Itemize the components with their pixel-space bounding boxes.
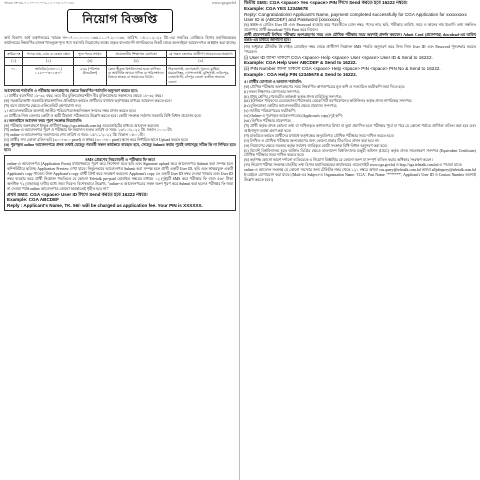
first-sms-reply: Reply : Applicant's Name, TK. 56/- will be charged as application fee. Your PIN is XXXXXX. xyxy=(7,203,203,209)
table-index-row xyxy=(5,58,236,65)
contact-paragraph: online-এ আবেদন সংক্রান্ত যে কোনো সমস্যার জন্য টেলিটক নম্বর থেকে ১২১ নম্বরে অথবা vas.query@teletalk.com.bd অথবা alljobquery@teletalk.com.bd ই-মেইলে যোগাযোগ করা যাবে। (Mail-এর Subject-এ Organization Name: 'CGA', Post Name: '*******', Applicant's User ID ও Contact Number অবশ্যই উল্লেখ করতে হবে।) xyxy=(244,168,476,182)
online-rule-d: (ঘ) প্রার্থীর সদ্য তোলা রঙিন ছবি (৩০০×৩০০ pixel) ও স্বাক্ষর (৩০০×৮০ pixel) স্ক্যান করে নির্ধারিত স্থানে Upload করতে হবে। xyxy=(4,138,189,143)
memo-number: স্মারক নং-৩৬.০১.০০০০.০০৬.১১.০৭৮.২০-১৩৫ xyxy=(4,1,75,5)
table-cell: ৫৩৯ (পাঁচশত ঊনচল্লিশ) xyxy=(74,65,106,86)
condition-item: (ii) প্রথম শ্রেণির গেজেটেড কর্মকর্তা কর্তৃক প্রদত্ত চারিত্রিক সনদপত্র; xyxy=(244,94,342,99)
left-column xyxy=(4,0,236,480)
online-rules-heading: ৪। অনলাইনে আবেদন ফরম পূরণ সংক্রান্ত নিয়মাবলি: xyxy=(4,118,83,123)
table-cell: (৫) xyxy=(166,58,235,65)
page-title: নিয়োগ বিজ্ঞপ্তি xyxy=(67,9,172,33)
condition-item: (ছ) কর্তৃপক্ষ কোনো কারণ দর্শানো ব্যতিরেকে এ নিয়োগ বিজ্ঞপ্তির যে কোনো অংশ বা সম্পূর্ণ বাতিল করার অধিকার সংরক্ষণ করেন। xyxy=(244,158,433,163)
table-header-row xyxy=(5,50,236,57)
quota-paragraph: ৩। প্রার্থীকে নিজ জেলার কোটা ও স্থায়ী ঠিকানা সঠিকভাবে উল্লেখ করতে হবে। কোটা সংক্রান্ত সর্বশেষ সরকারি বিধি-বিধান প্রযোজ্য হবে। xyxy=(4,113,202,118)
table-cell: অডিটর (গ্রেড-১১) ১২৫০০-৩০২৩০/- xyxy=(23,65,74,86)
table-cell: ০১. xyxy=(5,65,23,86)
lost-id-intro: (জ) শুধুমাত্র টেলিটক প্রি-পেইড মোবাইল নম্বর থেকে প্রার্থীগণ নিম্নোক্ত SMS পদ্ধতি অনুসরণ করে নিজ নিজ User ID এবং Password পুনরুদ্ধার করতে পারবেন। xyxy=(244,44,476,54)
conditions-intro: আবেদনের শর্তাবলি ও পরীক্ষায় অংশগ্রহণের ক্ষেত্রে নিম্নবর্ণিত শর্তাবলি অনুসরণ করতে হবে: xyxy=(4,89,138,94)
title-wrap xyxy=(4,9,236,33)
condition-item: (ঙ) নিয়োগের ক্ষেত্রে সরকার কর্তৃক সর্বশেষ জারিকৃত কোটা সংক্রান্ত বিধি-বিধান অনুসরণ করা হবে। xyxy=(244,143,388,148)
online-rule-b: (খ) online-এ আবেদনপত্র পূরণ ও পরীক্ষার ফি জমাদান শুরুর তারিখ ও সময়: ১৬/১০/২০২২ খ্রি. সকাল ১০:০০টা। xyxy=(4,128,173,133)
table-header: যে সকল জেলার প্রার্থীগণ আবেদনের অযোগ্য xyxy=(166,50,235,57)
intro-paragraph: অর্থ বিভাগ, অর্থ মন্ত্রণালয়ের স্মারক নং-০৭.০০.০০০০.০৬৬.১১.০৭.২০-১৩৮, তারিখ: ০৫.১০.২০২২ খ্রি.-এর সম্মতির প্রেক্ষিতে হিসাব মহানিয়ন্ত্রকের কার্যালয়ের নিম্নবর্ণিত রাজস্ব খাতভুক্ত শূন্য পদে সরাসরি নিয়োগের লক্ষ্যে প্রকৃত বাংলাদেশি নাগরিকদের নিকট থেকে অনলাইনে আবেদনপত্র আহ্বান করা যাচ্ছে। xyxy=(4,36,236,46)
table-header: ক্রমিক নং xyxy=(5,50,23,57)
table-cell: (১) xyxy=(5,58,23,65)
table-cell: (২) xyxy=(23,58,74,65)
condition-item: (চ) বিদেশি বিশ্ববিদ্যালয় হতে অর্জিত ডিগ্রির ক্ষেত্রে বাংলাদেশ বিশ্ববিদ্যালয় মঞ্জুরী কমিশন (UGC) কর্তৃক প্রদত্ত সমতাকরণ সনদপত্র (Equivalent Certificate) মৌখিক পরীক্ষার সময় দাখিল করতে হবে। xyxy=(244,148,476,158)
sms-heading: SMS প্রেরণের নিয়মাবলী ও পরীক্ষার ফি জমা xyxy=(85,157,155,162)
condition-item: (জ) নিয়োগ পরীক্ষা সংক্রান্ত যাবতীয় তথ্য হিসাব মহানিয়ন্ত্রকের কার্যালয়ের ওয়েবসাইট www.cga.gov.bd ও http://cga.teletalk.com.bd এ পাওয়া যাবে। xyxy=(244,163,463,168)
second-sms-label: দ্বিতীয় SMS: CGA <space> Yes <space> PIN লিখে Send করতে হবে 16222 নম্বরে। xyxy=(244,0,408,5)
lost-id-rule-2: (ii) PIN Number জানা থাকলে CGA <space> Help <space> PIN <space> PIN No & Send to 16222. xyxy=(244,66,441,72)
condition-item: (গ) চাকরিতে কর্মরত প্রার্থীদের যথাযথ কর্তৃপক্ষের অনুমতিপত্র মৌখিক পরীক্ষার সময় দাখিল করতে হবে। xyxy=(244,133,395,138)
lost-id-example-1: Example: CGA Help User ABCDEF & Send to 16222. xyxy=(244,60,357,66)
table-header: শূন্য পদের সংখ্যা xyxy=(74,50,106,57)
table-cell: কোন স্বীকৃত বিশ্ববিদ্যালয় হতে বাণিজ্য বা অর্থনীতি অথবা গণিত বা পরিসংখ্যান বিষয়ে স্নাতক বা সমমানের ডিগ্রি। xyxy=(106,65,166,86)
govt-employee-paragraph: (ক) সরকারি/আধা-সরকারি/স্বায়ত্তশাসিত প্রতিষ্ঠানে কর্মরত প্রার্থীদের যথাযথ কর্তৃপক্ষের মাধ্যমে আবেদন করতে হবে। xyxy=(4,99,172,104)
condition-item: (ক) মৌখিক পরীক্ষায় অংশগ্রহণের সময় নিম্নবর্ণিত কাগজপত্রের মূল কপি ও সত্যায়িত ফটোকপি জমা দিতে হবে: xyxy=(244,84,406,89)
admit-download-paragraph: (ছ) SMS-এ প্রেরিত User ID এবং Password ব্যবহার করে পরবর্তীতে রোল নম্বর, পদের নাম, ছবি, পরীক্ষার তারিখ, সময় ও স্থানের নাম ইত্যাদি তথ্য সম্বলিত প্রবেশপত্র প্রার্থী download পূর্বক Print করে নিবেন। xyxy=(244,23,476,33)
nid-paragraph: ২। আবেদনকারীকে অবশ্যই জাতীয় পরিচয়পত্র/জন্মনিবন্ধন সনদের নম্বর প্রদান করতে হবে। xyxy=(4,108,136,113)
second-sms-example: Example: CGA YES 12345678 xyxy=(244,5,308,11)
table-cell: (৪) xyxy=(106,58,166,65)
condition-item: (i) সকল শিক্ষাগত যোগ্যতার সনদপত্র; xyxy=(244,89,300,94)
condition-item: (vi) Online-এ পূরণকৃত আবেদনপত্রের (Applicant's copy) দুই কপি; xyxy=(244,114,343,119)
condition-item: (ঘ) লিখিত ও মৌখিক পরীক্ষায় অংশগ্রহণের জন্য কোনো প্রকার টিএ/ডিএ প্রদান করা হবে না। xyxy=(244,138,380,143)
condition-item: (v) জাতীয় পরিচয়পত্রের ফটোকপি; xyxy=(244,109,296,114)
sms-body: online-এ আবেদনপত্র (Application Form) যথাযথভাবে পূরণ করে নির্দেশনা মতে ছবি এবং Signature upload করে আবেদনপত্র Submit করা সম্পন্ন হলে কম্পিউটারে ছবিসহ Application Preview দেখা যাবে। নির্ভুলভাবে আবেদনপত্র Submit করা সম্পন্ন হলে প্রার্থী একটি User ID, ছবি এবং স্বাক্ষরযুক্ত একটি Applicant's copy পাবেন। উক্ত Applicant's copy প্রার্থী প্রিন্ট করে সংরক্ষণ করবেন। Applicant's copy তে একটি User ID নম্বর দেওয়া থাকবে এবং User ID নম্বর ব্যবহার করে প্রার্থী নিম্নোক্ত পদ্ধতিতে যে কোনো Teletalk pre-paid মোবাইল নম্বরের মাধ্যমে ০২ (দুই)টি SMS করে পরীক্ষার ফি বাবদ ৫৬/- টাকা অনধিক ৭২ (বাহাত্তর) ঘণ্টার মধ্যে জমা দিবেন। বিশেষভাবে উল্লেখ্য, "online-এ আবেদনপত্রের সকল অংশ পূরণ করে Submit করা হলেও পরীক্ষার ফি জমা না দেওয়া পর্যন্ত online আবেদনপত্র কোনো অবস্থাতেই গৃহীত হবে না।" xyxy=(7,162,233,191)
online-rule-c: (গ) online-এ আবেদনপত্র জমাদানের শেষ তারিখ ও সময়: ১৫/১১/২০২২ খ্রি. বিকাল ০৫:০০টা। xyxy=(4,133,145,138)
age-paragraph: ১। প্রার্থীর বয়সসীমা ১৮-৩২ বছর, তবে বীর মুক্তিযোদ্ধা/শহীদ বীর মুক্তিযোদ্ধার সন্তানদের ক্ষেত্রে ১৮-৩২ বছর। xyxy=(4,94,163,99)
lost-id-example-2: Example : CGA Help PIN 12345678 & Send to 16222. xyxy=(244,72,357,78)
table-cell: (৩) xyxy=(74,58,106,65)
condition-item: (vii) লিখিত পরীক্ষার প্রবেশপত্র। xyxy=(244,119,292,124)
right-column xyxy=(244,0,476,480)
online-rule-e: (ঙ) পূরণকৃত online আবেদনপত্রে প্রদত্ত তথ্যই যেহেতু পরবর্তী সকল কার্যক্রমে ব্যবহৃত হবে, সেহেতু Submit করার পূর্বেই তথ্যসমূহ সঠিক কি না নিশ্চিত হতে হবে। xyxy=(4,143,236,153)
website-link[interactable]: www.cga.gov.bd xyxy=(212,1,236,5)
lost-id-rule-1: (i) User ID জানা থাকলে CGA <space> Help <space> User <space> User ID & Send to 16222. xyxy=(244,54,433,60)
condition-item: (iii) ইউনিয়ন পরিষদের চেয়ারম্যান/পৌরসভার মেয়র/সিটি কর্পোরেশনের কাউন্সিলর কর্তৃক প্রদত্ত নাগরিকত্ব সনদপত্র; xyxy=(244,99,413,104)
column-divider xyxy=(239,0,240,480)
first-sms-example: Example: CGA ABCDEF xyxy=(7,197,59,203)
table-header: পদের নাম, গ্রেড ও বেতন স্কেল xyxy=(23,50,74,57)
second-sms-reply: Reply: Congratulations! Applicant's Name, payment completed successfully for CGA Application for xxxxxxxxx User ID is (ABCDEF) and Password (xxxxxxxx). xyxy=(244,11,467,23)
sms-instructions-box xyxy=(4,155,236,211)
condition-item: (খ) প্রার্থী কর্তৃক প্রদত্ত কোনো তথ্য বা দাখিলকৃত কাগজপত্র মিথ্যা বা ভুয়া প্রমাণিত হলে পরীক্ষার পূর্বে বা পরে যে কোনো পর্যায়ে প্রার্থিতা বাতিল করা হবে এবং আইনানুগ ব্যবস্থা গ্রহণ করা হবে। xyxy=(244,123,476,133)
conditions-heading: ৫। প্রার্থীর যোগ্যতা ও অন্যান্য শর্তাবলি: xyxy=(244,79,302,84)
first-sms-label: প্রথম SMS: CGA <space> User ID লিখে Send করতে হবে 16222 নম্বরে। xyxy=(7,191,148,197)
condition-item: (iv) মুক্তিযোদ্ধা কোটায় আবেদনকারীর ক্ষেত্রে প্রযোজ্য সনদপত্র; xyxy=(244,104,338,109)
table-header: প্রয়োজনীয় শিক্ষাগত যোগ্যতা xyxy=(106,50,166,57)
post-table xyxy=(4,50,236,86)
online-rule-a: (ক) পরীক্ষায় অংশগ্রহণে ইচ্ছুক প্রার্থীগণ http://cga.teletalk.com.bd ওয়েবসাইটের মাধ্যমে আবেদন করবেন। xyxy=(4,123,160,128)
table-cell: সিরাজগঞ্জ, বাগেরহাট, খুলনা, কুষ্টিয়া, ময়মনসিংহ, গোপালগঞ্জ, মুন্সিগঞ্জ, ফরিদপুর, নোয়াখালী, চাঁদপুর জেলা ব্যতীত অন্যান্য জেলা xyxy=(166,65,235,86)
table-row xyxy=(5,65,236,86)
memo-header xyxy=(4,1,236,6)
affidavit-paragraph: (খ) বয়স প্রমাণের ক্ষেত্রে এফিডেভিট গ্রহণযোগ্য নয়। xyxy=(4,103,81,108)
admit-card-notice: প্রার্থী প্রবেশপত্রটি লিখিত পরীক্ষায় অংশগ্রহণের সময় এবং মৌখিক পরীক্ষার সময় অবশ্যই প্রদর্শন করবেন। Admit Card (প্রবেশপত্র) download-এর তারিখ SMS-এর মাধ্যমে জানানো হবে। xyxy=(244,33,476,42)
